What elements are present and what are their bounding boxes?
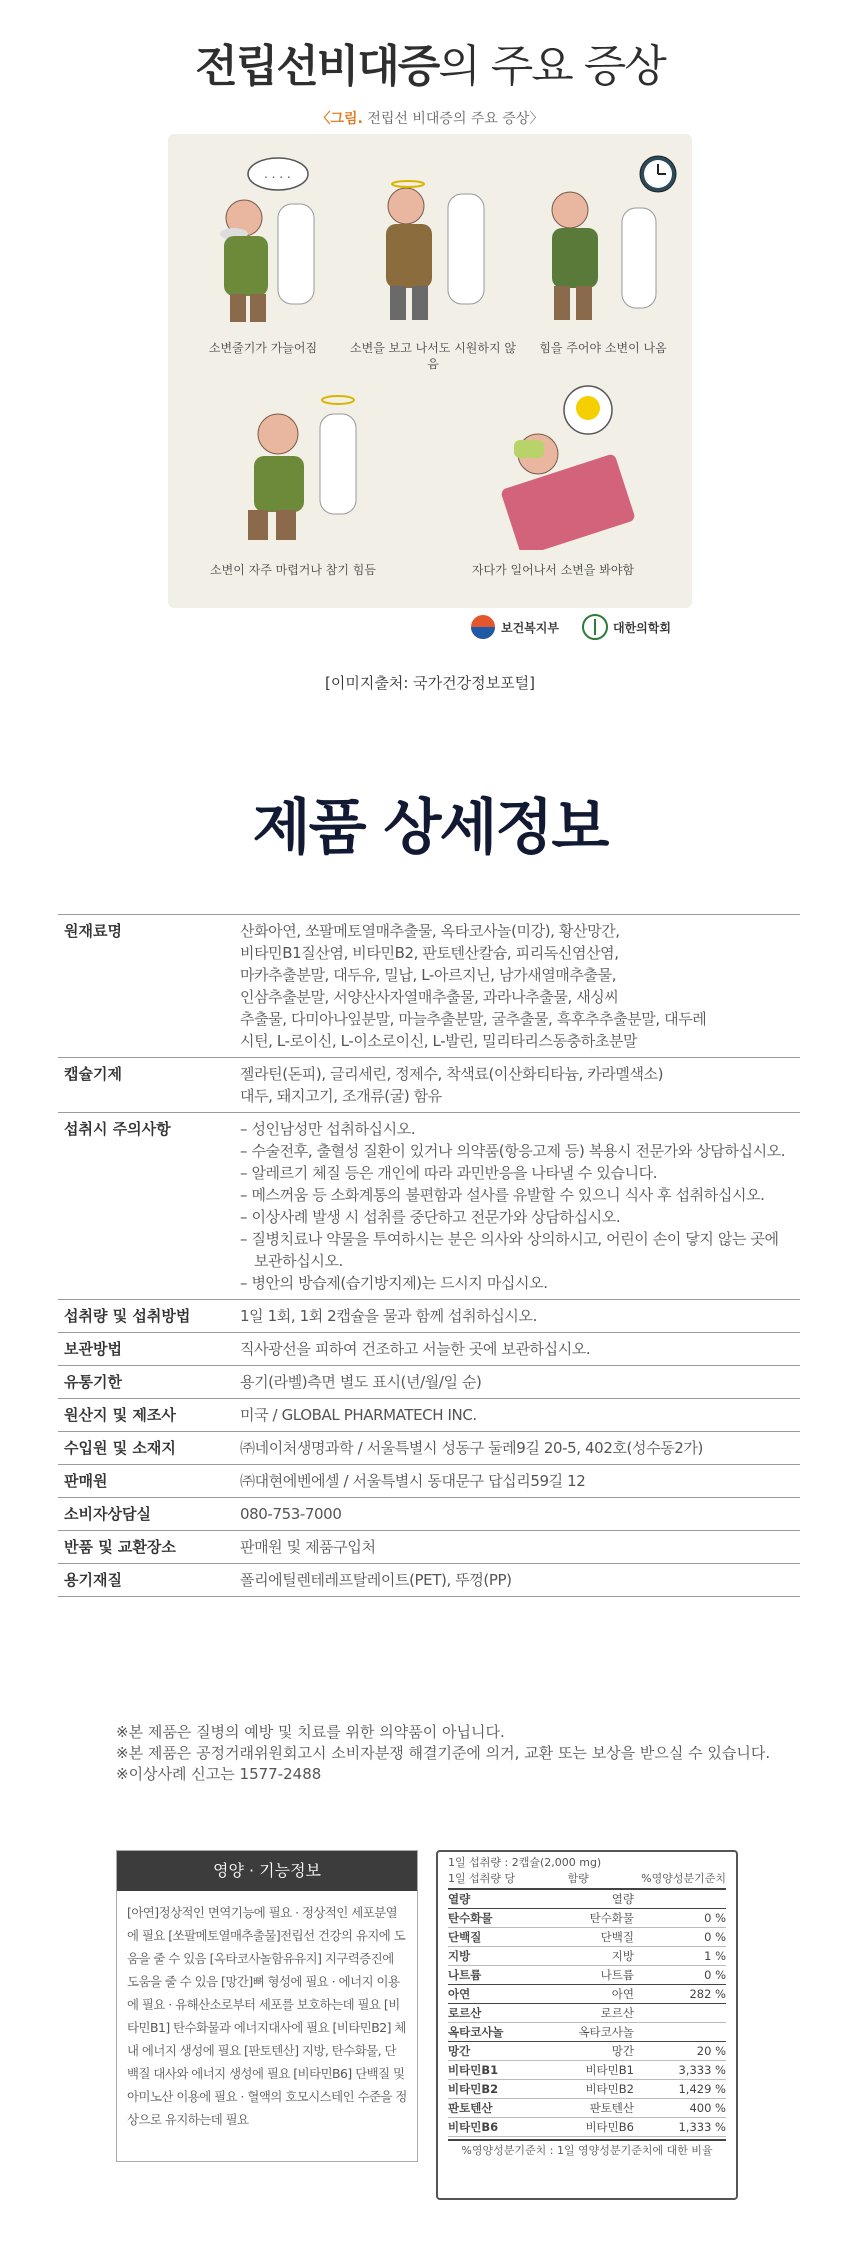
ministry-name: 보건복지부 xyxy=(501,620,559,635)
spec-value xyxy=(236,1113,800,1300)
spec-row xyxy=(58,1564,800,1597)
facts-row xyxy=(448,1985,726,2004)
facts-pct: 1,333 % xyxy=(678,2120,726,2134)
illustration-panel-3 xyxy=(518,144,688,364)
facts-amount: 비타민B1 xyxy=(585,2063,634,2077)
spec-key: 반품 및 교환장소 xyxy=(64,1538,176,1556)
facts-col-pct: %영양성분기준치 xyxy=(641,1872,726,1885)
facts-name: 옥타코사놀 xyxy=(448,2025,504,2039)
spec-value-line: 대두, 돼지고기, 조개류(굴) 함유 xyxy=(240,1087,442,1105)
spec-value xyxy=(236,1058,800,1113)
illustration-panel-5 xyxy=(428,370,678,600)
spec-value xyxy=(236,1531,800,1564)
spec-value xyxy=(236,1399,800,1432)
spec-key: 캡슐기제 xyxy=(64,1065,122,1083)
man-urinal-icon xyxy=(178,144,348,324)
nutrition-facts xyxy=(436,1850,738,2200)
notice-item: ※본 제품은 질병의 예방 및 치료를 위한 의약품이 아닙니다. xyxy=(116,1723,505,1741)
facts-pct xyxy=(634,2004,726,2022)
spec-value-line: 080-753-7000 xyxy=(240,1505,342,1523)
logos xyxy=(470,614,700,648)
spec-value xyxy=(236,1564,800,1597)
panel-1-label: 소변줄기가 가늘어짐 xyxy=(208,341,318,355)
symptoms-title xyxy=(0,30,860,94)
facts-row xyxy=(448,2042,726,2061)
spec-key: 유통기한 xyxy=(64,1373,122,1391)
spec-key: 원산지 및 제조사 xyxy=(64,1406,176,1424)
spec-row xyxy=(58,1531,800,1564)
spec-key: 판매원 xyxy=(64,1472,108,1490)
spec-value xyxy=(236,1366,800,1399)
facts-rows xyxy=(448,1890,726,2137)
illustration-panel-1 xyxy=(178,144,348,364)
facts-name: 단백질 xyxy=(448,1930,482,1944)
facts-pct xyxy=(634,1890,726,1908)
facts-pct xyxy=(634,2023,726,2041)
spec-table xyxy=(58,914,800,1597)
spec-value xyxy=(236,1333,800,1366)
spec-value-line: 미국 / GLOBAL PHARMATECH INC. xyxy=(240,1406,477,1424)
man-bed-icon xyxy=(428,370,678,550)
facts-amount: 나트륨 xyxy=(600,1968,634,1982)
spec-value xyxy=(236,1498,800,1531)
spec-value xyxy=(236,1300,800,1333)
facts-footer: %영양성분기준치 : 1일 영양성분기준치에 대한 비율 xyxy=(448,2139,726,2161)
facts-pct: 0 % xyxy=(704,1930,726,1944)
spec-value xyxy=(236,1432,800,1465)
facts-amount: 지방 xyxy=(611,1949,634,1963)
facts-amount: 열량 xyxy=(611,1892,634,1906)
ministry-emblem-icon xyxy=(470,614,496,640)
spec-value xyxy=(236,915,800,1058)
facts-row xyxy=(448,2004,726,2023)
association-name: 대한의학회 xyxy=(613,620,671,635)
spec-value-line: ㈜네이처생명과학 / 서울특별시 성동구 둘레9길 20-5, 402호(성수동2가) xyxy=(240,1439,703,1457)
nutrition-function-heading: 영양 · 기능정보 xyxy=(117,1851,417,1891)
spec-row xyxy=(58,1058,800,1113)
facts-pct: 400 % xyxy=(689,2101,726,2115)
notices xyxy=(116,1722,806,1785)
facts-row xyxy=(448,2061,726,2080)
spec-value-line: 인삼추출분말, 서양산사자열매추출물, 과라나추출물, 새싱씨 xyxy=(240,988,619,1006)
man-running-icon xyxy=(178,370,408,550)
spec-row xyxy=(58,1399,800,1432)
facts-amount: 망간 xyxy=(611,2044,634,2058)
facts-name: 비타민B1 xyxy=(448,2063,499,2077)
facts-row xyxy=(448,1909,726,1928)
facts-name: 망간 xyxy=(448,2044,471,2058)
spec-value-line: 용기(라벨)측면 별도 표시(년/월/일 순) xyxy=(240,1373,482,1391)
spec-key: 용기재질 xyxy=(64,1571,122,1589)
facts-pct: 0 % xyxy=(704,1968,726,1982)
spec-row xyxy=(58,1333,800,1366)
facts-row xyxy=(448,1966,726,1985)
nutrition-function-text: [아연]정상적인 면역기능에 필요 · 정상적인 세포분열에 필요 [쏘팔메토열매추출물]전립선 건강의 유지에 도움을 줄 수 있음 [옥타코사놀함유유지] 지구력증진에 도움을 줄 수 있음 [망간]뼈 형성에 필요 · 에너지 이용에 필요 · 유해산소로부터 세포를 보호하는데 필요 [비타민B1] 탄수화물과 에너지대사에 필요 [비타민B2] 체내 에너지 생성에 필요 [판토텐산] 지방, 탄수화물, 단백질 대사와 에너지 생성에 필요 [비타민B6] 단백질 및 아미노산 이용에 필요 · 혈액의 호모시스테인 수준을 정상으로 유지하는데 필요 xyxy=(127,1905,407,2127)
association-emblem-icon xyxy=(582,614,608,640)
figure-caption xyxy=(0,108,860,128)
serving-line: 1일 섭취량 : 2캡슐(2,000 mg) xyxy=(448,1856,602,1869)
ministry-logo xyxy=(470,614,559,640)
man-clock-icon xyxy=(518,144,688,324)
facts-header xyxy=(448,1870,726,1890)
image-source: [이미지출처: 국가건강정보포털] xyxy=(325,674,535,692)
illustration-panel-4 xyxy=(178,370,408,600)
facts-name: 로르산 xyxy=(448,2006,482,2020)
association-logo xyxy=(582,614,671,640)
facts-pct: 0 % xyxy=(704,1911,726,1925)
notice-item: ※이상사례 신고는 1577-2488 xyxy=(116,1765,322,1783)
facts-row xyxy=(448,2080,726,2099)
facts-col-amount: 함량 xyxy=(567,1872,589,1885)
spec-value-line: 산화아연, 쏘팔메토열매추출물, 옥타코사놀(미강), 황산망간, xyxy=(240,922,620,940)
spec-value-line: 폴리에틸렌테레프탈레이트(PET), 뚜껑(PP) xyxy=(240,1571,512,1589)
spec-row xyxy=(58,1498,800,1531)
caution-item: – 질병치료나 약물을 투여하시는 분은 의사와 상의하시고, 어린이 손이 닿지 않는 곳에 보관하십시오. xyxy=(240,1230,779,1270)
spec-value-line: 판매원 및 제품구입처 xyxy=(240,1538,376,1556)
figure-prefix: 〈그림. xyxy=(316,111,363,127)
illustration-panel-2 xyxy=(348,144,518,374)
facts-name: 비타민B6 xyxy=(448,2120,499,2134)
panel-2-label: 소변을 보고 나서도 시원하지 않음 xyxy=(350,341,516,371)
spec-value-line: 추출물, 다미아나잎분말, 마늘추출분말, 굴추출물, 흑후추추출분말, 대두레 xyxy=(240,1010,707,1028)
facts-row xyxy=(448,2118,726,2137)
facts-pct: 1 % xyxy=(704,1949,726,1963)
panel-5-label: 자다가 일어나서 소변을 봐야함 xyxy=(471,563,635,577)
facts-amount: 옥타코사놀 xyxy=(578,2025,634,2039)
panel-4-label: 소변이 자주 마렵거나 참기 힘듬 xyxy=(210,563,376,577)
panel-3-label: 힘을 주어야 소변이 나옴 xyxy=(539,341,667,355)
spec-row xyxy=(58,915,800,1058)
facts-row xyxy=(448,2023,726,2042)
symptoms-illustration xyxy=(168,134,692,608)
facts-pct: 20 % xyxy=(696,2044,726,2058)
figure-caption-text: 전립선 비대증의 주요 증상〉 xyxy=(367,111,544,127)
facts-amount: 로르산 xyxy=(600,2006,634,2020)
facts-name: 아연 xyxy=(448,1987,471,2001)
spec-row xyxy=(58,1300,800,1333)
facts-amount: 아연 xyxy=(611,1987,634,2001)
caution-item: – 알레르기 체질 등은 개인에 따라 과민반응을 나타낼 수 있습니다. xyxy=(240,1164,658,1182)
spec-value-line: ㈜대현에벤에셀 / 서울특별시 동대문구 답십리59길 12 xyxy=(240,1472,586,1490)
facts-name: 탄수화물 xyxy=(448,1911,493,1925)
spec-value-line: 젤라틴(돈피), 글리세린, 정제수, 착색료(이산화티타늄, 카라멜색소) xyxy=(240,1065,664,1083)
facts-row xyxy=(448,1947,726,1966)
symptoms-title-bold: 전립선비대증 xyxy=(195,41,439,92)
spec-row xyxy=(58,1465,800,1498)
facts-name: 지방 xyxy=(448,1949,471,1963)
facts-name: 나트륨 xyxy=(448,1968,482,1982)
spec-value-line: 1일 1회, 1회 2캡슐을 물과 함께 섭취하십시오. xyxy=(240,1307,537,1325)
svg-text:. . . .: . . . . xyxy=(264,167,291,181)
spec-key: 소비자상담실 xyxy=(64,1505,151,1523)
facts-row xyxy=(448,2099,726,2118)
spec-key: 섭취시 주의사항 xyxy=(64,1120,171,1138)
facts-pct: 282 % xyxy=(689,1987,726,2001)
spec-row xyxy=(58,1113,800,1300)
facts-amount: 단백질 xyxy=(600,1930,634,1944)
symptoms-title-light: 의 주요 증상 xyxy=(438,41,665,92)
spec-key: 보관방법 xyxy=(64,1340,122,1358)
spec-value-line: 비타민B1질산염, 비타민B2, 판토텐산칼슘, 피리독신염산염, xyxy=(240,944,619,962)
notice-item: ※본 제품은 공정거래위원회고시 소비자분쟁 해결기준에 의거, 교환 또는 보상을 받으실 수 있습니다. xyxy=(116,1744,771,1762)
man-urinal-icon xyxy=(348,144,518,324)
spec-key: 섭취량 및 섭취방법 xyxy=(64,1307,191,1325)
facts-name: 판토텐산 xyxy=(448,2101,493,2115)
spec-key: 원재료명 xyxy=(64,922,122,940)
facts-amount: 비타민B6 xyxy=(585,2120,634,2134)
facts-amount: 탄수화물 xyxy=(589,1911,634,1925)
nutrition-function-box xyxy=(116,1850,418,2162)
facts-row xyxy=(448,1890,726,1909)
caution-item: – 성인남성만 섭취하십시오. xyxy=(240,1120,416,1138)
facts-amount: 판토텐산 xyxy=(589,2101,634,2115)
facts-col-per: 1일 섭취량 당 xyxy=(448,1872,516,1885)
facts-pct: 1,429 % xyxy=(678,2082,726,2096)
facts-name: 비타민B2 xyxy=(448,2082,499,2096)
facts-pct: 3,333 % xyxy=(678,2063,726,2077)
spec-row xyxy=(58,1432,800,1465)
facts-name: 열량 xyxy=(448,1892,471,1906)
spec-value-line: 직사광선을 피하여 건조하고 서늘한 곳에 보관하십시오. xyxy=(240,1340,591,1358)
caution-item: – 병안의 방습제(습기방지제)는 드시지 마십시오. xyxy=(240,1274,548,1292)
spec-row xyxy=(58,1366,800,1399)
spec-key: 수입원 및 소재지 xyxy=(64,1439,176,1457)
caution-item: – 이상사례 발생 시 섭취를 중단하고 전문가와 상담하십시오. xyxy=(240,1208,621,1226)
facts-row xyxy=(448,1928,726,1947)
spec-value-line: 시틴, L-로이신, L-이소로이신, L-발린, 밀리타리스동충하초분말 xyxy=(240,1032,638,1050)
spec-value-line: 마카추출분말, 대두유, 밀납, L-아르지닌, 남가새열매추출물, xyxy=(240,966,617,984)
detail-title: 제품 상세정보 xyxy=(252,793,608,863)
caution-item: – 메스꺼움 등 소화계통의 불편함과 설사를 유발할 수 있으니 식사 후 섭취하십시오. xyxy=(240,1186,765,1204)
spec-value xyxy=(236,1465,800,1498)
caution-item: – 수술전후, 출혈성 질환이 있거나 의약품(항응고제 등) 복용시 전문가와 상담하십시오. xyxy=(240,1142,786,1160)
facts-amount: 비타민B2 xyxy=(585,2082,634,2096)
